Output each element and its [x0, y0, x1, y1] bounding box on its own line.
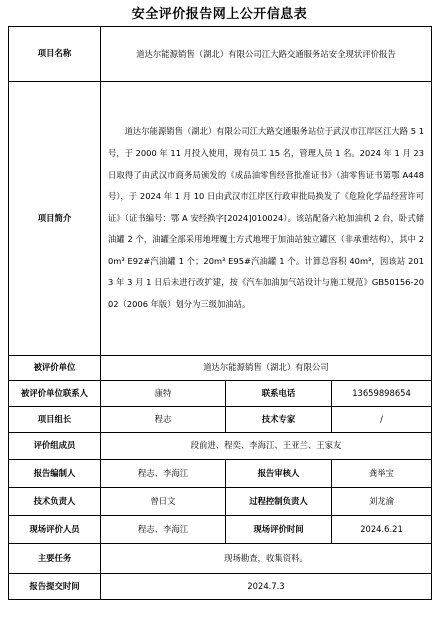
value-project-summary: 道达尔能源销售（湖北）有限公司江大路交通服务站位于武汉市江岸区江大路 5 1 号，于 2000 年 11 月投入使用，现有员工 15 名，管理人员 1 名。2024 年 1 月 23 日取得了由武汉市商务局颁发的《成品油零售经营批准证书》（油零售证书第鄂 A448 号），于 2024 年 1 月 10 日由武汉市江岸区行政审批局换发了《危险化学品经营许可证》（证书编号：鄂 A 安经换字[2024]010024）。该站配备六枪加油机 2 台，卧式储油罐 2 个，油罐全部采用地埋覆土方式地埋于加油站独立罐区（非承重结构），其中 20m³ E92#汽油罐 1 个；20m³ E95#汽油罐 1 个。计算总容积 40m³，因该站 2013 年 3 月 1 日后未进行改扩建，按《汽车加油加气站设计与施工规范》GB50156-2002（2006 年版）划分为三级加油站。: [108, 126, 424, 310]
row-submit: [9, 574, 432, 600]
row-evaluated-unit: [9, 356, 432, 381]
row-leader: [9, 407, 432, 433]
value-tech-lead: 曾日文: [101, 488, 226, 516]
label-tasks: 主要任务: [9, 544, 101, 574]
label-process: 过程控制负责人: [226, 488, 332, 516]
value-submit: 2024.7.3: [101, 574, 432, 600]
row-contact: [9, 381, 432, 407]
row-site-staff: [9, 516, 432, 544]
info-table: [8, 26, 432, 600]
label-leader: 项目组长: [9, 407, 101, 433]
row-project-name: [9, 27, 432, 82]
value-process: 刘龙渝: [332, 488, 432, 516]
row-author: [9, 460, 432, 488]
value-contact: 康特: [101, 381, 226, 407]
value-members: 段前进、程奕、李海江、王亚兰、王家友: [101, 433, 432, 460]
label-project-summary: 项目简介: [9, 82, 101, 356]
page-title: 安全评价报告网上公开信息表: [131, 7, 308, 22]
label-site-time: 现场评价时间: [226, 516, 332, 544]
label-contact: 被评价单位联系人: [9, 381, 101, 407]
row-tech-lead: [9, 488, 432, 516]
value-tasks: 现场勘查，收集资料。: [101, 544, 432, 574]
label-reviewer: 报告审核人: [226, 460, 332, 488]
value-site-time: 2024.6.21: [332, 516, 432, 544]
label-project-name: 项目名称: [9, 27, 101, 82]
label-expert: 技术专家: [226, 407, 332, 433]
value-evaluated-unit: 道达尔能源销售（湖北）有限公司: [101, 356, 432, 381]
value-phone: 13659898654: [332, 381, 432, 407]
row-members: [9, 433, 432, 460]
row-project-summary: [9, 82, 432, 356]
value-site-staff: 程志、李海江: [101, 516, 226, 544]
label-site-staff: 现场评价人员: [9, 516, 101, 544]
value-expert: /: [332, 407, 432, 433]
value-leader: 程志: [101, 407, 226, 433]
label-phone: 联系电话: [226, 381, 332, 407]
value-project-name: 道达尔能源销售（湖北）有限公司江大路交通服务站安全现状评价报告: [136, 49, 396, 59]
row-tasks: [9, 544, 432, 574]
label-tech-lead: 技术负责人: [9, 488, 101, 516]
value-reviewer: 龚举宝: [332, 460, 432, 488]
label-submit: 报告提交时间: [9, 574, 101, 600]
value-author: 程志、李海江: [101, 460, 226, 488]
label-evaluated-unit: 被评价单位: [9, 356, 101, 381]
label-members: 评价组成员: [9, 433, 101, 460]
label-author: 报告编制人: [9, 460, 101, 488]
